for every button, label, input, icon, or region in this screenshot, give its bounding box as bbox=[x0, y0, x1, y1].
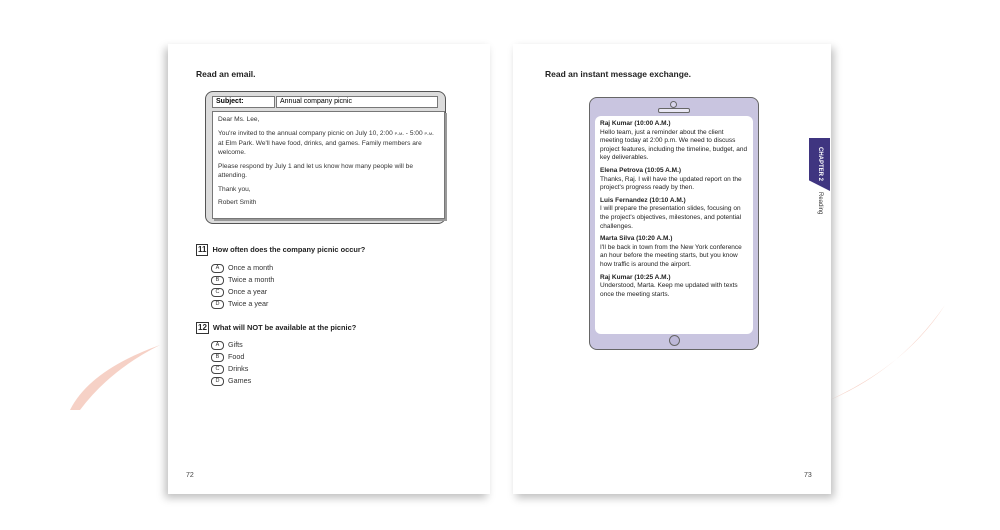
speaker-icon bbox=[658, 108, 690, 113]
answer-bubble[interactable]: D bbox=[211, 300, 224, 309]
answer-option[interactable]: C Drinks bbox=[211, 363, 251, 375]
answer-option[interactable]: C Once a year bbox=[211, 286, 274, 298]
left-page bbox=[168, 44, 490, 494]
answer-option[interactable]: D Twice a year bbox=[211, 298, 274, 310]
message-text: I'll be back in town from the New York conference an hour before the meeting starts, but you know how traffic is around the airport. bbox=[600, 243, 742, 268]
answer-bubble[interactable]: A bbox=[211, 341, 224, 350]
email-closing: Thank you, bbox=[218, 185, 251, 193]
answer-bubble[interactable]: B bbox=[211, 276, 224, 285]
tablet-device bbox=[589, 97, 759, 350]
message-item bbox=[600, 167, 748, 193]
section-label: Reading bbox=[817, 192, 823, 215]
message-sender: Marta Silva (10:20 A.M.) bbox=[600, 235, 673, 243]
message-item bbox=[600, 274, 748, 300]
question-11 bbox=[196, 244, 365, 256]
answer-bubble[interactable]: C bbox=[211, 288, 224, 297]
page-number-left: 72 bbox=[186, 472, 194, 479]
message-text: Hello team, just a reminder about the client meeting today at 2:00 p.m. We need to discuss project features, including the timeline, budget, and key deliverables. bbox=[600, 128, 748, 162]
answer-bubble[interactable]: D bbox=[211, 377, 224, 386]
answer-bubble[interactable]: A bbox=[211, 264, 224, 273]
answer-option[interactable]: A Gifts bbox=[211, 339, 251, 351]
answer-bubble[interactable]: C bbox=[211, 365, 224, 374]
right-page bbox=[513, 44, 831, 494]
subject-label: Subject: bbox=[212, 96, 275, 108]
answer-option[interactable]: B Twice a month bbox=[211, 274, 274, 286]
answer-option[interactable]: B Food bbox=[211, 351, 251, 363]
message-item bbox=[600, 197, 748, 231]
chapter-label: CHAPTER 2 bbox=[817, 147, 823, 182]
question-text: How often does the company picnic occur? bbox=[212, 245, 366, 254]
message-text: Thanks, Raj. I will have the updated report on the project's progress ready by then. bbox=[600, 175, 742, 192]
message-text: Understood, Marta. Keep me updated with texts once the meeting starts. bbox=[600, 282, 738, 298]
message-text: I will prepare the presentation slides, focusing on the project's objectives, milestones, and potential challenges. bbox=[600, 205, 742, 230]
home-button bbox=[669, 335, 680, 346]
email-instruction: Read an email. bbox=[196, 69, 256, 79]
message-screen bbox=[595, 116, 753, 334]
message-sender: Luis Fernandez (10:10 A.M.) bbox=[600, 196, 686, 204]
message-item bbox=[600, 120, 748, 163]
question-number: 12 bbox=[198, 323, 207, 332]
email-paragraph-1: You're invited to the annual company picnic on July 10, 2:00 p.m. - 5:00 p.m. at Elm Park. We'll have food, drinks, and games. Family members are welcome. bbox=[218, 129, 434, 157]
page-number-right: 73 bbox=[804, 472, 812, 479]
question-number: 11 bbox=[198, 245, 207, 254]
message-sender: Raj Kumar (10:25 A.M.) bbox=[600, 273, 671, 281]
im-instruction: Read an instant message exchange. bbox=[545, 69, 691, 79]
question-12 bbox=[196, 322, 356, 334]
question-11-options bbox=[211, 262, 274, 310]
answer-option[interactable]: A Once a month bbox=[211, 262, 274, 274]
email-paragraph-2: Please respond by July 1 and let us know how many people will be attending. bbox=[218, 162, 413, 180]
message-sender: Elena Petrova (10:05 A.M.) bbox=[600, 166, 682, 174]
subject-value: Annual company picnic bbox=[276, 96, 438, 108]
email-body bbox=[212, 111, 445, 219]
email-signature: Robert Smith bbox=[218, 199, 257, 207]
message-sender: Raj Kumar (10:00 A.M.) bbox=[600, 120, 671, 127]
camera-icon bbox=[670, 101, 677, 108]
question-text: What will NOT be available at the picnic? bbox=[212, 323, 357, 332]
email-greeting: Dear Ms. Lee, bbox=[218, 116, 260, 123]
question-12-options bbox=[211, 339, 251, 387]
email-window bbox=[205, 91, 446, 224]
answer-bubble[interactable]: B bbox=[211, 353, 224, 362]
message-item bbox=[600, 235, 748, 269]
answer-option[interactable]: D Games bbox=[211, 375, 251, 387]
